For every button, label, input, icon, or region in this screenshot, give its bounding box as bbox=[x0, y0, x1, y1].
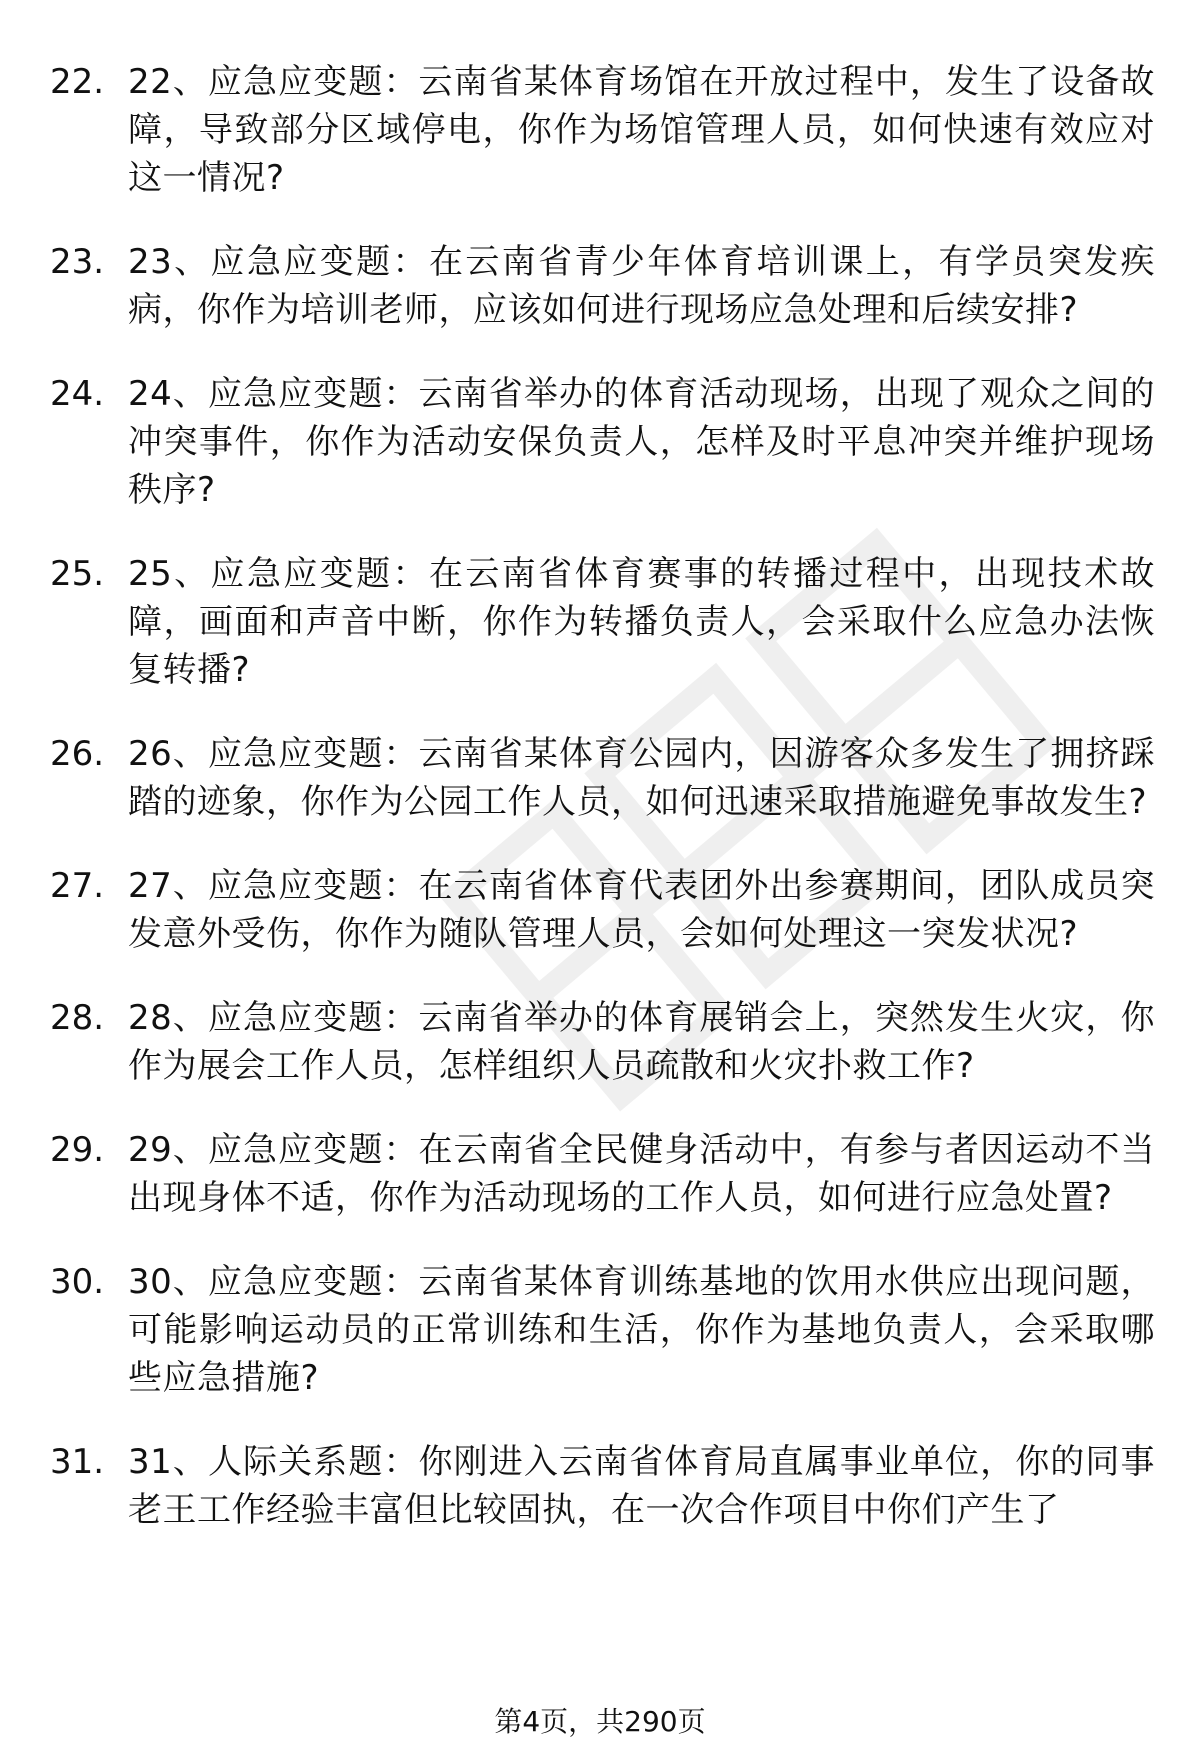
list-item bbox=[50, 1258, 1155, 1402]
item-text: 24、应急应变题：云南省举办的体育活动现场，出现了观众之间的冲突事件，你作为活动安保负责人，怎样及时平息冲突并维护现场秩序? bbox=[128, 374, 1155, 510]
list-item bbox=[50, 862, 1155, 958]
list-item bbox=[50, 58, 1155, 202]
list-item bbox=[50, 1438, 1155, 1534]
item-text: 23、应急应变题：在云南省青少年体育培训课上，有学员突发疾病，你作为培训老师，应该如何进行现场应急处理和后续安排? bbox=[128, 242, 1155, 330]
question-list bbox=[50, 58, 1155, 1570]
item-number: 26. bbox=[50, 734, 105, 774]
list-item bbox=[50, 994, 1155, 1090]
list-item bbox=[50, 730, 1155, 826]
item-number: 31. bbox=[50, 1442, 105, 1482]
item-number: 25. bbox=[50, 554, 105, 594]
item-number: 22. bbox=[50, 62, 105, 102]
item-text: 28、应急应变题：云南省举办的体育展销会上，突然发生火灾，你作为展会工作人员，怎样组织人员疏散和火灾扑救工作? bbox=[128, 998, 1155, 1086]
item-number: 27. bbox=[50, 866, 105, 906]
page-footer: 第4页，共290页 bbox=[494, 1705, 706, 1738]
list-item bbox=[50, 238, 1155, 334]
item-text: 26、应急应变题：云南省某体育公园内，因游客众多发生了拥挤踩踏的迹象，你作为公园工作人员，如何迅速采取措施避免事故发生? bbox=[128, 734, 1155, 822]
item-text: 27、应急应变题：在云南省体育代表团外出参赛期间，团队成员突发意外受伤，你作为随队管理人员，会如何处理这一突发状况? bbox=[128, 866, 1155, 954]
list-item bbox=[50, 550, 1155, 694]
item-text: 30、应急应变题：云南省某体育训练基地的饮用水供应出现问题，可能影响运动员的正常训练和生活，你作为基地负责人，会采取哪些应急措施? bbox=[128, 1262, 1155, 1398]
item-number: 29. bbox=[50, 1130, 105, 1170]
list-item bbox=[50, 370, 1155, 514]
item-text: 25、应急应变题：在云南省体育赛事的转播过程中，出现技术故障，画面和声音中断，你作为转播负责人，会采取什么应急办法恢复转播? bbox=[128, 554, 1155, 690]
item-number: 23. bbox=[50, 242, 105, 282]
item-text: 29、应急应变题：在云南省全民健身活动中，有参与者因运动不当出现身体不适，你作为活动现场的工作人员，如何进行应急处置? bbox=[128, 1130, 1155, 1218]
item-text: 22、应急应变题：云南省某体育场馆在开放过程中，发生了设备故障，导致部分区域停电，你作为场馆管理人员，如何快速有效应对这一情况? bbox=[128, 62, 1155, 198]
item-number: 24. bbox=[50, 374, 105, 414]
list-item bbox=[50, 1126, 1155, 1222]
item-number: 30. bbox=[50, 1262, 105, 1302]
item-number: 28. bbox=[50, 998, 105, 1038]
item-text: 31、人际关系题：你刚进入云南省体育局直属事业单位，你的同事老王工作经验丰富但比较固执，在一次合作项目中你们产生了 bbox=[128, 1442, 1155, 1530]
